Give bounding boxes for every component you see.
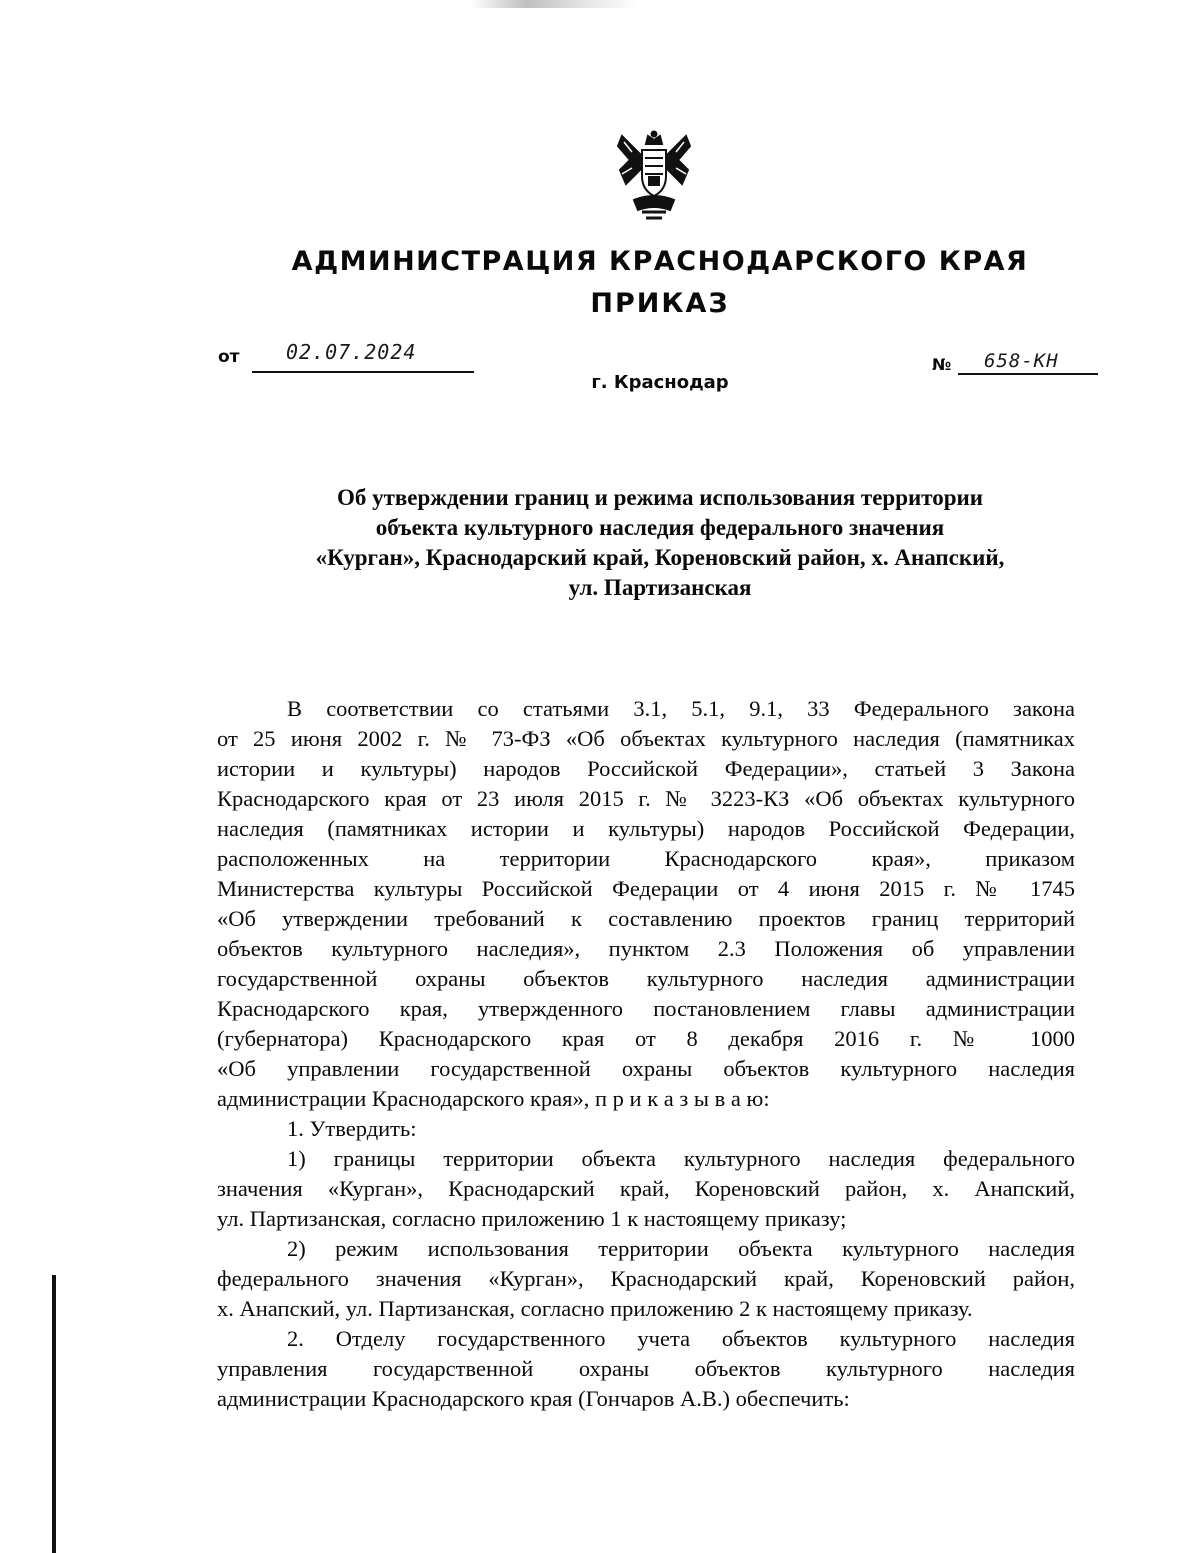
body-line: «Об утверждении требований к составлению проектов границ территорий (217, 906, 1075, 931)
city-label: г. Краснодар (591, 372, 729, 393)
body-line: ул. Партизанская, согласно приложению 1 к настоящему приказу; (217, 1206, 847, 1231)
date-label: от (218, 347, 240, 367)
number-handwritten: 658-КН (984, 350, 1059, 372)
body-line: объектов культурного наследия», пунктом 2.3 Положения об управлении (217, 936, 1075, 961)
body-line: администрации Краснодарского края (Гончаров А.В.) обеспечить: (217, 1386, 850, 1411)
organization-title: АДМИНИСТРАЦИЯ КРАСНОДАРСКОГО КРАЯ (291, 246, 1029, 277)
document-type: ПРИКАЗ (590, 288, 730, 319)
scan-artifact (470, 0, 640, 8)
body-line: расположенных на территории Краснодарского края», приказом (217, 846, 1075, 871)
body-line: государственной охраны объектов культурного наследия администрации (217, 966, 1075, 991)
body-line: 1) границы территории объекта культурного наследия федерального (287, 1146, 1075, 1171)
subject-line: объекта культурного наследия федерального значения (375, 515, 945, 540)
body-line: 1. Утвердить: (287, 1116, 417, 1141)
subject-line: «Курган», Краснодарский край, Кореновский район, х. Анапский, (315, 545, 1005, 570)
body-line: 2) режим использования территории объекта культурного наследия (287, 1236, 1075, 1261)
body-line: федерального значения «Курган», Краснодарский край, Кореновский район, (217, 1266, 1075, 1291)
body-line: В соответствии со статьями 3.1, 5.1, 9.1, 33 Федерального закона (287, 696, 1075, 721)
scan-edge-line (52, 1275, 56, 1553)
body-line: значения «Курган», Краснодарский край, Кореновский район, х. Анапский, (217, 1176, 1075, 1201)
body-line: х. Анапский, ул. Партизанская, согласно приложению 2 к настоящему приказу. (217, 1296, 973, 1321)
body-line: истории и культуры) народов Российской Федерации», статьей 3 Закона (217, 756, 1075, 781)
number-label: № (932, 355, 952, 374)
subject-line: ул. Партизанская (568, 575, 752, 600)
body-line: Краснодарского края, утвержденного постановлением главы администрации (217, 996, 1075, 1021)
body-line: администрации Краснодарского края», п р и к а з ы в а ю: (217, 1086, 770, 1111)
body-line: (губернатора) Краснодарского края от 8 декабря 2016 г. № 1000 (217, 1026, 1075, 1051)
body-line: Краснодарского края от 23 июля 2015 г. № 3223-КЗ «Об объектах культурного (217, 786, 1075, 811)
coat-of-arms-icon (612, 130, 696, 222)
body-line: «Об управлении государственной охраны объектов культурного наследия (217, 1056, 1075, 1081)
body-line: от 25 июня 2002 г. № 73-ФЗ «Об объектах культурного наследия (памятниках (217, 726, 1075, 751)
subject-line: Об утверждении границ и режима использования территории (336, 485, 984, 510)
document-body (217, 694, 1075, 1414)
body-line: Министерства культуры Российской Федерации от 4 июня 2015 г. № 1745 (217, 876, 1075, 901)
date-handwritten: 02.07.2024 (286, 340, 417, 364)
body-line: 2. Отделу государственного учета объектов культурного наследия (287, 1326, 1075, 1351)
document-subject (210, 483, 1110, 603)
body-line: управления государственной охраны объектов культурного наследия (217, 1356, 1075, 1381)
body-line: наследия (памятниках истории и культуры) народов Российской Федерации, (217, 816, 1075, 841)
